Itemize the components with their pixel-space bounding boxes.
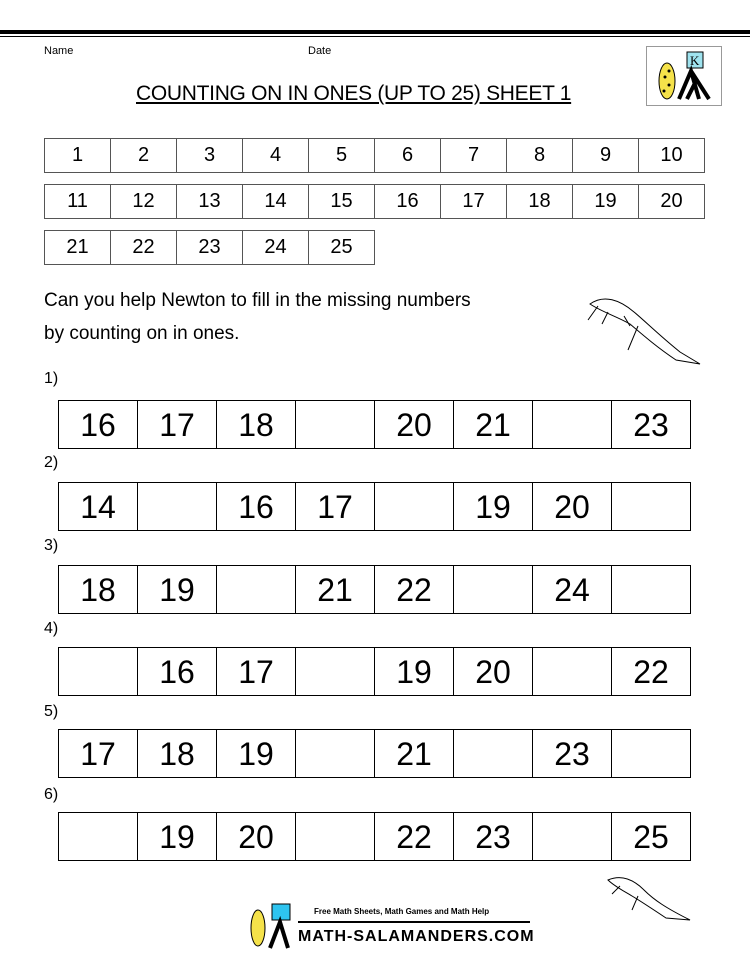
number-cell: 23 xyxy=(633,407,669,443)
footer-newton-salamander-icon xyxy=(604,872,694,926)
number-cell: 20 xyxy=(660,190,683,212)
number-cell: 22 xyxy=(111,231,177,264)
number-cell: 18 xyxy=(59,566,138,613)
answer-cell[interactable] xyxy=(59,813,138,860)
question-label: 4) xyxy=(44,620,59,637)
number-cell: 2 xyxy=(111,139,177,172)
answer-cell[interactable] xyxy=(612,566,690,613)
footer-tagline: Free Math Sheets, Math Games and Math Help xyxy=(314,907,490,916)
number-cell: 16 xyxy=(59,401,138,448)
number-cell: 14 xyxy=(59,483,138,530)
answer-cell[interactable] xyxy=(217,566,296,613)
number-cell: 20 xyxy=(375,401,454,448)
number-cell: 11 xyxy=(45,185,111,218)
question-label: 6) xyxy=(44,786,59,803)
top-rule xyxy=(0,30,750,34)
answer-cell[interactable] xyxy=(612,730,690,777)
number-cell: 18 xyxy=(217,401,296,448)
number-cell: 20 xyxy=(454,648,533,695)
instructions xyxy=(44,284,471,350)
number-cell: 24 xyxy=(533,566,612,613)
question-label: 5) xyxy=(44,703,59,720)
answer-cell[interactable] xyxy=(533,648,612,695)
answer-cell[interactable] xyxy=(296,813,375,860)
question-label: 2) xyxy=(44,454,59,471)
date-label: Date xyxy=(308,45,332,57)
top-rule-thin xyxy=(0,36,750,37)
question-row-3 xyxy=(58,565,691,614)
question-label: 1) xyxy=(44,370,59,387)
footer-salamander-logo-icon xyxy=(244,900,294,950)
answer-cell[interactable] xyxy=(296,648,375,695)
number-cell: 6 xyxy=(375,139,441,172)
answer-cell[interactable] xyxy=(533,813,612,860)
number-cell: 8 xyxy=(507,139,573,172)
answer-cell[interactable] xyxy=(454,566,533,613)
name-label: Name xyxy=(44,45,74,57)
number-cell: 12 xyxy=(111,185,177,218)
number-cell: 9 xyxy=(573,139,639,172)
number-cell: 24 xyxy=(243,231,309,264)
answer-cell[interactable] xyxy=(138,483,217,530)
salamander-logo-icon xyxy=(646,46,722,106)
answer-cell[interactable] xyxy=(612,483,690,530)
answer-cell[interactable] xyxy=(59,648,138,695)
number-line-row-3 xyxy=(44,230,375,265)
answer-cell[interactable] xyxy=(533,401,612,448)
number-cell: 5 xyxy=(309,139,375,172)
number-cell: 16 xyxy=(138,648,217,695)
number-cell: 20 xyxy=(533,483,612,530)
number-cell: 1 xyxy=(45,139,111,172)
number-cell: 23 xyxy=(533,730,612,777)
number-cell: 19 xyxy=(138,813,217,860)
number-cell: 25 xyxy=(633,819,669,855)
question-row-2 xyxy=(58,482,691,531)
number-cell: 22 xyxy=(633,654,669,690)
number-cell: 19 xyxy=(138,566,217,613)
number-cell: 19 xyxy=(217,730,296,777)
number-cell: 17 xyxy=(138,401,217,448)
footer-rule xyxy=(298,921,530,923)
instruction-line: Can you help Newton to fill in the missing numbers xyxy=(44,290,471,311)
number-cell: 21 xyxy=(296,566,375,613)
number-cell: 21 xyxy=(375,730,454,777)
svg-text:K: K xyxy=(690,53,700,68)
number-cell: 7 xyxy=(441,139,507,172)
number-cell: 16 xyxy=(375,185,441,218)
number-cell: 4 xyxy=(243,139,309,172)
answer-cell[interactable] xyxy=(296,730,375,777)
number-cell: 19 xyxy=(375,648,454,695)
number-cell: 15 xyxy=(309,185,375,218)
number-cell: 17 xyxy=(59,730,138,777)
instruction-line: by counting on in ones. xyxy=(44,323,240,344)
newton-salamander-icon xyxy=(584,290,704,370)
number-cell: 17 xyxy=(441,185,507,218)
answer-cell[interactable] xyxy=(375,483,454,530)
number-cell: 17 xyxy=(296,483,375,530)
question-row-4 xyxy=(58,647,691,696)
answer-cell[interactable] xyxy=(296,401,375,448)
question-label: 3) xyxy=(44,537,59,554)
question-row-6 xyxy=(58,812,691,861)
question-row-5 xyxy=(58,729,691,778)
number-cell: 22 xyxy=(375,813,454,860)
number-cell: 13 xyxy=(177,185,243,218)
number-cell: 22 xyxy=(375,566,454,613)
answer-cell[interactable] xyxy=(454,730,533,777)
number-cell: 3 xyxy=(177,139,243,172)
footer-site-link[interactable]: MATH-SALAMANDERS.COM xyxy=(298,928,535,945)
number-cell: 18 xyxy=(138,730,217,777)
number-cell: 16 xyxy=(217,483,296,530)
number-cell: 14 xyxy=(243,185,309,218)
number-cell: 25 xyxy=(330,236,353,258)
number-cell: 18 xyxy=(507,185,573,218)
number-cell: 17 xyxy=(217,648,296,695)
page-title: COUNTING ON IN ONES (UP TO 25) SHEET 1 xyxy=(136,82,572,105)
number-line-row-1 xyxy=(44,138,705,173)
number-cell: 19 xyxy=(454,483,533,530)
number-cell: 23 xyxy=(177,231,243,264)
number-cell: 10 xyxy=(660,144,683,166)
question-row-1 xyxy=(58,400,691,449)
number-cell: 20 xyxy=(217,813,296,860)
number-cell: 21 xyxy=(454,401,533,448)
number-line-row-2 xyxy=(44,184,705,219)
number-cell: 21 xyxy=(45,231,111,264)
number-cell: 19 xyxy=(573,185,639,218)
number-cell: 23 xyxy=(454,813,533,860)
